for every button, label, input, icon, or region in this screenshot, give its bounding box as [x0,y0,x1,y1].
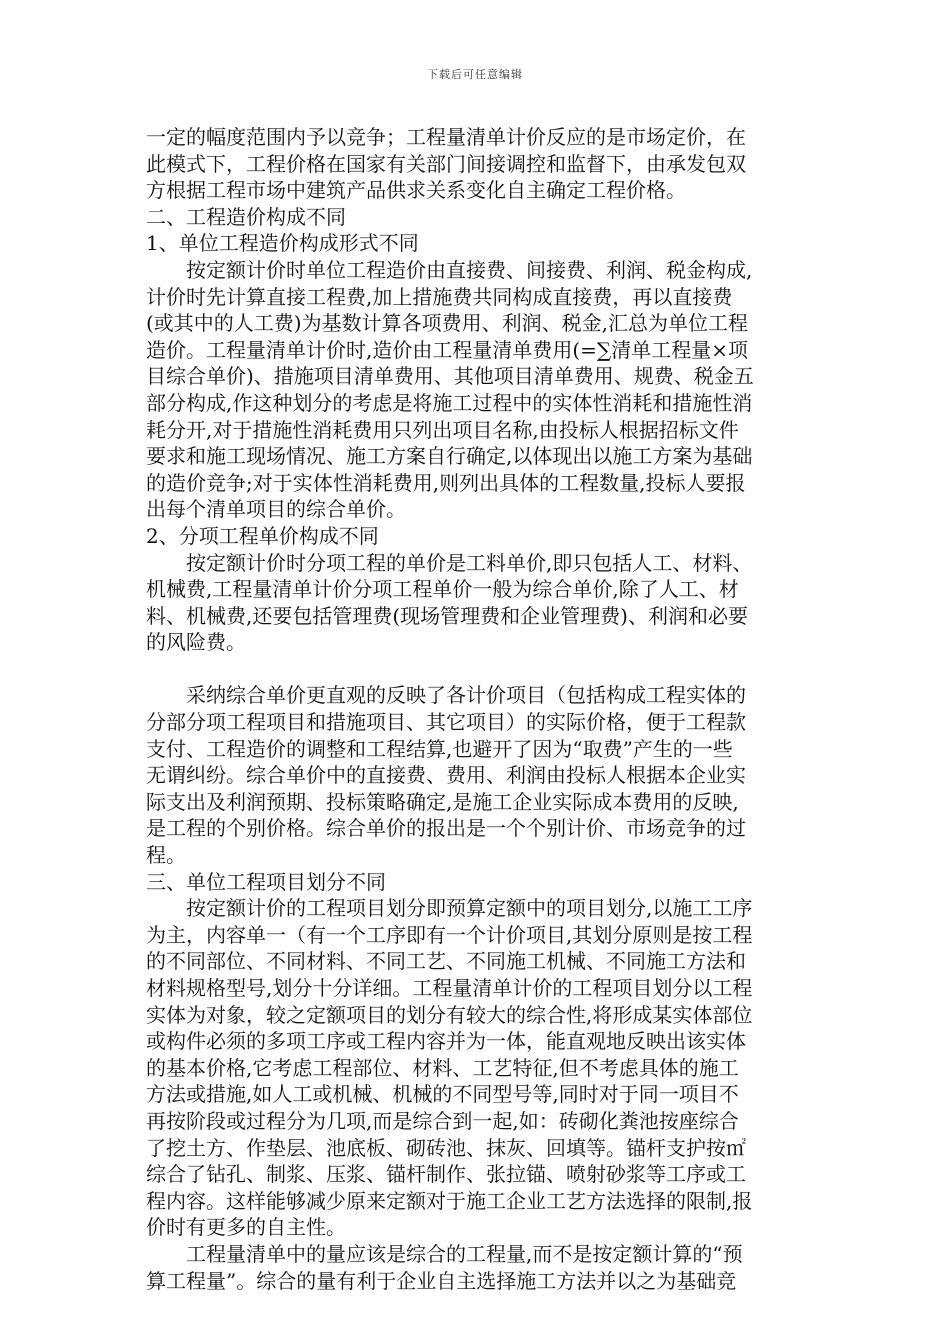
text-line: 按定额计价的工程项目划分即预算定额中的项目划分,以施工工序 [186,896,753,921]
section-heading [146,523,808,550]
text-line: 要求和施工现场情况、施工方案自行确定,以体现出以施工方案为基础 [146,444,753,469]
text-line: 程内容。这样能够减少原来定额对于施工企业工艺方法选择的限制,报 [146,1188,753,1213]
text-line: 计价时先计算直接工程费,加上措施费共同构成直接费，再以直接费 [146,284,733,309]
text-line: 程。 [146,843,186,868]
text-line: 的风险费。 [146,630,246,655]
text-line: 无谓纠纷。综合单价中的直接费、费用、利润由投标人根据本企业实 [146,763,746,788]
text-line: 际支出及利润预期、投标策略确定,是施工企业实际成本费用的反映, [146,789,739,814]
paragraph [146,550,808,656]
paragraph [146,124,808,204]
text-line: 的造价竞争;对于实体性消耗费用,则列出具体的工程数量,投标人要报 [146,470,746,495]
paragraph [146,895,808,1241]
blank-line [146,656,808,683]
text-line: 算工程量”。综合的量有利于企业自主选择施工方法并以之为基础竞 [146,1268,737,1293]
section-heading [146,204,808,231]
text-line: 工程量清单中的量应该是综合的工程量,而不是按定额计算的“预 [186,1241,743,1266]
text-line: 支付、工程造价的调整和工程结算,也避开了因为“取费”产生的一些 [146,736,733,761]
text-line: 综合了钻孔、制浆、压浆、锚杆制作、张拉锚、喷射砂浆等工序或工 [146,1162,746,1187]
text-line: 2、分项工程单价构成不同 [146,523,379,548]
page-header-note: 下载后可任意编辑 [427,68,523,81]
text-line: 部分构成,作这种划分的考虑是将施工过程中的实体性消耗和措施性消 [146,390,753,415]
text-line: 按定额计价时分项工程的单价是工料单价,即只包括人工、材料、 [186,550,753,575]
text-line: 目综合单价)、措施项目清单费用、其他项目清单费用、规费、税金五 [146,364,754,389]
text-line: 实体为对象，较之定额项目的划分有较大的综合性,将形成某实体部位 [146,1002,753,1027]
text-line: 出每个清单项目的综合单价。 [146,497,406,522]
text-line: 料、机械费,还要包括管理费(现场管理费和企业管理费)、利润和必要 [146,603,748,628]
text-line: 二、工程造价构成不同 [146,204,346,229]
text-line: 此模式下，工程价格在国家有关部门间接调控和监督下，由承发包双 [146,151,746,176]
paragraph [146,682,808,868]
text-line: 采纳综合单价更直观的反映了各计价项目（包括构成工程实体的 [186,683,746,708]
text-line: 1、单位工程造价构成形式不同 [146,231,419,256]
text-line: 一定的幅度范围内予以竞争；工程量清单计价反应的是市场定价，在 [146,125,746,149]
text-line: 机械费,工程量清单计价分项工程单价一般为综合单价,除了人工、材 [146,577,739,602]
text-line: 方根据工程市场中建筑产品供求关系变化自主确定工程价格。 [146,178,686,203]
text-line: 的基本价格,它考虑工程部位、材料、工艺特征,但不考虑具体的施工 [146,1055,739,1080]
text-line: 为主，内容单一（有一个工序即有一个计价项目,其划分原则是按工程 [146,922,753,947]
text-line: 分部分项工程项目和措施项目、其它项目）的实际价格，便于工程款 [146,710,746,735]
text-line: 按定额计价时单位工程造价由直接费、间接费、利润、税金构成, [186,257,753,282]
text-line: 耗分开,对于措施性消耗费用只列出项目名称,由投标人根据招标文件 [146,417,739,442]
paragraph [146,257,808,523]
paragraph [146,1241,808,1294]
text-line: 再按阶段或过程分为几项,而是综合到一起,如：砖砌化粪池按座综合 [146,1108,739,1133]
text-line: 三、单位工程项目划分不同 [146,869,386,894]
text-line: (或其中的人工费)为基数计算各项费用、利润、税金,汇总为单位工程 [146,311,748,336]
text-line: 材料规格型号,划分十分详细。工程量清单计价的工程项目划分以工程 [146,976,753,1000]
text-line: 造价。工程量清单计价时,造价由工程量清单费用(=∑清单工程量×项 [146,337,748,362]
text-line: 的不同部位、不同材料、不同工艺、不同施工机械、不同施工方法和 [146,949,746,974]
text-line: 了挖土方、作垫层、池底板、砌砖池、抹灰、回填等。锚杆支护按㎡ [146,1135,746,1160]
document-body [146,124,808,1294]
text-line: 方法或措施,如人工或机械、机械的不同型号等,同时对于同一项目不 [146,1082,739,1107]
text-line: 价时有更多的自主性。 [146,1215,346,1240]
section-heading [146,869,808,896]
text-line: 是工程的个别价格。综合单价的报出是一个个别计价、市场竞争的过 [146,816,746,841]
section-heading [146,230,808,257]
text-line: 或构件必须的多项工序或工程内容并为一体，能直观地反映出该实体 [146,1029,746,1054]
